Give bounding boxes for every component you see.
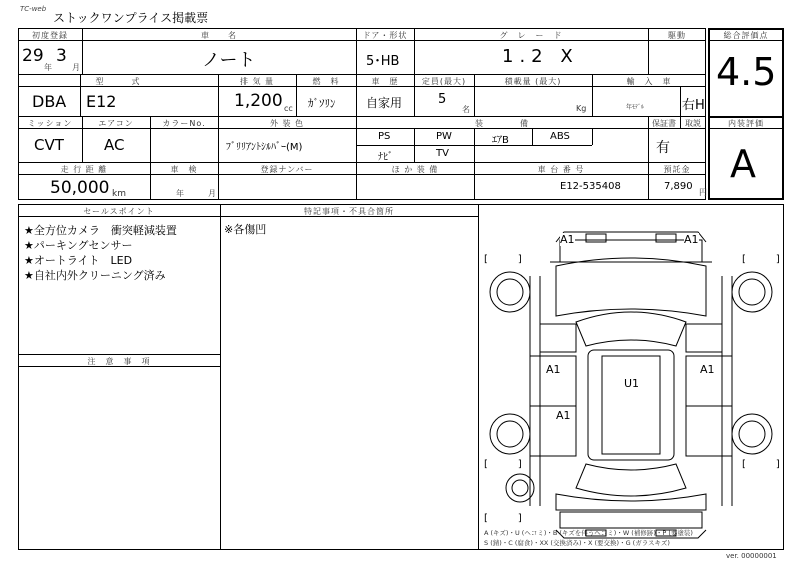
displacement-value: 1,200 (234, 91, 283, 111)
label-mission: ミッション (27, 119, 73, 128)
label-equipment: 装 備 (475, 119, 529, 128)
wheel-front-right (732, 272, 772, 312)
wheel-rear-left (490, 414, 530, 454)
damage-mark-front-left: A1 (560, 233, 575, 246)
label-sales-points: セールスポイント (83, 207, 155, 216)
inspection-year-unit: 年 (176, 189, 184, 198)
version-label: ver. 00000001 (726, 552, 777, 560)
damage-mark-left-rear: A1 (556, 409, 571, 422)
label-first-reg: 初度登録 (32, 31, 68, 40)
equip-ps: PS (378, 131, 391, 142)
sales-point: ★オートライト LED (24, 254, 133, 267)
label-load: 積載量 (最大) (504, 77, 562, 86)
label-remarks: 特記事項・不具合箇所 (304, 207, 394, 216)
damage-legend-line1: A (キズ)・U (ヘコミ)・B (キズを伴うヘコミ)・W (補修跡)・P (要塗装) (484, 529, 693, 537)
logo: TC-web (20, 5, 47, 13)
first-reg-month-unit: 月 (72, 63, 80, 72)
mileage-unit: km (112, 189, 126, 199)
label-color-no: カラーNo. (162, 119, 206, 128)
interior-score: A (730, 142, 756, 186)
hood-outline (556, 258, 706, 316)
displacement-unit: cc (284, 104, 293, 113)
sales-point: ★パーキングセンサー (24, 239, 133, 252)
damage-legend-line2: S (錆)・C (腐食)・XX (交換済み)・X (要交換)・G (ガラスキズ) (484, 539, 670, 547)
bracket-front-right: [ ] (742, 254, 780, 265)
overall-score: 4.5 (716, 50, 777, 94)
label-cleaning: 取説 (685, 119, 701, 128)
damage-mark-roof: U1 (624, 377, 640, 390)
label-aircon: エアコン (98, 119, 134, 128)
label-plate: 登録ナンバー (260, 165, 314, 174)
year-model-label: 年ﾓﾃﾞﾙ (626, 104, 645, 111)
label-grade: グ レ ー ド (499, 31, 563, 40)
equip-navi: ﾅﾋﾞ (378, 152, 393, 163)
steering-value: 右H (682, 98, 705, 113)
label-chassis: 車 台 番 号 (537, 165, 585, 174)
left-side-outline (530, 276, 540, 506)
label-warranty: 保証書 (652, 119, 676, 128)
page-title: ストックワンプライス掲載票 (53, 11, 209, 25)
label-door-shape: ドア・形状 (362, 31, 408, 40)
right-side-outline (722, 276, 732, 506)
deposit-value: 7,890 (664, 181, 693, 192)
label-fuel: 燃 料 (312, 77, 340, 86)
load-unit: Kg (576, 104, 587, 113)
equip-pw: PW (436, 131, 452, 142)
label-import: 輸 入 車 (626, 77, 672, 86)
model-prefix: DBA (32, 92, 67, 111)
capacity-value: 5 (438, 92, 447, 107)
fuel-value: ｶﾞｿﾘﾝ (308, 97, 336, 110)
first-reg-month: 3 (56, 46, 67, 66)
bracket-bottom: [ ] (484, 513, 522, 524)
car-name-value: ノート (202, 50, 256, 71)
sales-point: ★全方位カメラ 衝突軽減装置 (24, 224, 177, 237)
mission-value: CVT (34, 136, 64, 154)
aircon-value: AC (104, 136, 125, 154)
label-deposit: 預託金 (663, 165, 691, 174)
label-capacity: 定員(最大) (421, 77, 467, 86)
remarks-text: ※各傷凹 (224, 223, 267, 236)
door-shape-value: 5･HB (366, 54, 400, 69)
warranty-value: 有 (656, 140, 670, 156)
label-exterior: 外 装 色 (269, 119, 305, 128)
equip-airbag: ｴｱB (492, 135, 509, 146)
wheel-rear-right (732, 414, 772, 454)
front-panel (560, 240, 702, 262)
label-inspection: 車 検 (170, 165, 198, 174)
sales-point: ★自社内外クリーニング済み (24, 269, 166, 282)
label-displacement: 排 気 量 (239, 77, 275, 86)
first-reg-year: 29 (22, 46, 44, 66)
label-drive: 駆動 (668, 31, 686, 40)
bracket-rear-right: [ ] (742, 459, 780, 470)
label-interior: 内装評価 (728, 119, 764, 128)
label-overall: 総合評価点 (723, 31, 769, 40)
chassis-value: E12-535408 (560, 181, 621, 192)
exterior-value: ﾌﾞﾘﾘｱﾝﾄｼﾙﾊﾞｰ(M) (226, 142, 303, 153)
label-other-equip: ほ か 装 備 (391, 165, 439, 174)
rear-window-outline (576, 464, 686, 496)
equip-tv: TV (436, 148, 449, 159)
inspection-month-unit: 月 (208, 189, 216, 198)
equip-abs: ABS (550, 131, 570, 142)
capacity-unit: 名 (462, 105, 470, 114)
model-value: E12 (86, 92, 117, 111)
mileage-value: 50,000 (50, 178, 110, 198)
label-notes: 注 意 事 項 (87, 357, 151, 366)
label-mileage: 走 行 距 離 (60, 165, 108, 174)
label-car-name: 車 名 (201, 31, 237, 40)
windshield-outline (576, 312, 686, 346)
bracket-front-left: [ ] (484, 254, 522, 265)
damage-mark-right-side: A1 (700, 363, 715, 376)
roof-outline (588, 350, 674, 460)
grade-value: 1.2 X (502, 46, 579, 67)
history-value: 自家用 (366, 96, 403, 110)
wheel-front-left (490, 272, 530, 312)
first-reg-year-unit: 年 (44, 63, 52, 72)
label-history: 車 歴 (371, 77, 399, 86)
rear-panel (560, 512, 702, 528)
bracket-rear-left: [ ] (484, 459, 522, 470)
deposit-unit: 円 (699, 188, 707, 197)
damage-mark-front-right: A1 (684, 233, 699, 246)
damage-mark-left-side: A1 (546, 363, 561, 376)
label-model: 型 式 (95, 77, 141, 86)
